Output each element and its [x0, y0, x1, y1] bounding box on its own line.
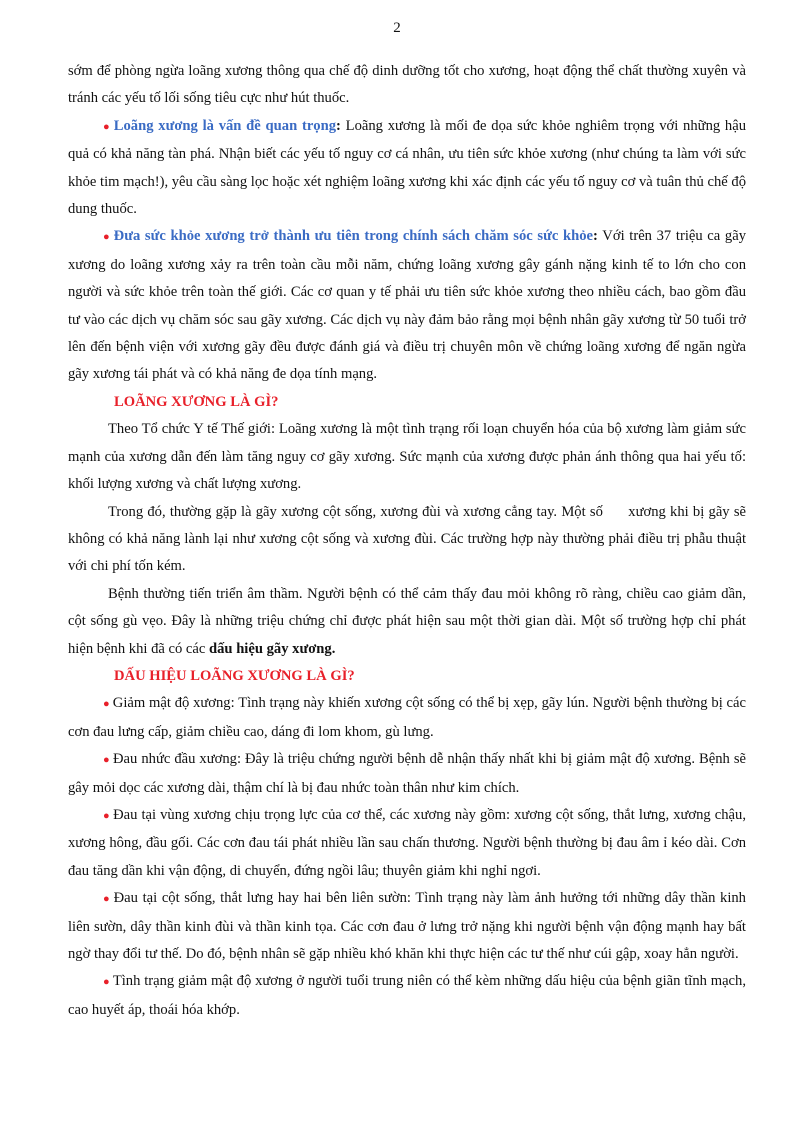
point-policy-text: Với trên 37 triệu ca gãy xương do loãng xương xảy ra trên toàn cầu mỗi năm, chứng loãng xương gây gánh nặng kinh tế to lớn cho con người và sức khỏe trên toàn thế giới. Các cơ quan y tế phải ưu tiên sức khỏe xương theo nhiều cách, bao gồm đầu tư vào các dịch vụ chăm sóc sau gãy xương. Các dịch vụ này đảm bảo rằng mọi bệnh nhân gãy xương từ 50 tuổi trở lên đến bệnh viện với xương gãy đều được đánh giá và điều trị chuyên môn về chứng loãng xương để ngăn ngừa gãy xương tái phát và có khả năng đe dọa tính mạng.: [68, 228, 746, 383]
point-policy-title: Đưa sức khỏe xương trở thành ưu tiên trong chính sách chăm sóc sức khỏe: [113, 228, 594, 245]
intro-paragraph: sớm để phòng ngừa loãng xương thông qua chế độ dinh dưỡng tốt cho xương, hoạt động thể chất thường xuyên và tránh các yếu tố lối sống tiêu cực như hút thuốc.: [68, 63, 746, 107]
definition-paragraph: Theo Tổ chức Y tế Thế giới: Loãng xương là một tình trạng rối loạn chuyển hóa của bộ xương làm giảm sức mạnh của xương dẫn đến làm tăng nguy cơ gãy xương. Sức mạnh của xương được phản ánh thông qua hai yếu tố: khối lượng xương và chất lượng xương.: [68, 421, 746, 493]
sign-item: [68, 885, 746, 968]
sign-item: [68, 968, 746, 1024]
fracture-signs-emphasis: dấu hiệu gãy xương.: [209, 640, 336, 657]
bullet-icon: ●: [103, 809, 111, 822]
sign-text: Giảm mật độ xương: Tình trạng này khiến xương cột sống có thể bị xẹp, gãy lún. Người bệnh thường bị các cơn đau lưng cấp, giảm chiều cao, dáng đi lom khom, gù lưng.: [68, 695, 746, 740]
page-number: 2: [393, 20, 401, 36]
bullet-icon: ●: [103, 698, 110, 711]
bullet-icon: ●: [103, 120, 111, 133]
sign-text: Đau tại vùng xương chịu trọng lực của cơ thể, các xương này gồm: xương cột sống, thắt lưng, xương chậu, xương hông, đầu gối. Các cơn đau tái phát nhiều lần sau chấn thương. Người bệnh thường bị đau âm ỉ kéo dài. Cơn đau tăng dần khi vận động, di chuyển, đứng ngồi lâu; thuyên giảm khi nghỉ ngơi.: [68, 806, 746, 879]
point-important-title: Loãng xương là vấn đề quan trọng: [113, 117, 337, 134]
fracture-types-paragraph: Trong đó, thường gặp là gãy xương cột sống, xương đùi và xương cẳng tay. Một số xương khi bị gãy sẽ không có khả năng lành lại như xương cột sống và xương đùi. Các trường hợp này thường phải điều trị phẫu thuật với chi phí tốn kém.: [68, 503, 750, 575]
heading-what-is-osteoporosis: LOÃNG XƯƠNG LÀ GÌ?: [114, 393, 279, 410]
sign-item: [68, 746, 746, 802]
bullet-icon: ●: [103, 893, 111, 906]
bullet-icon: ●: [103, 754, 111, 767]
progression-paragraph: [68, 581, 746, 663]
bullet-icon: ●: [103, 231, 111, 244]
sign-item: [68, 802, 746, 885]
point-important-colon: :: [336, 117, 341, 134]
heading-signs: DẤU HIỆU LOÃNG XƯƠNG LÀ GÌ?: [114, 667, 355, 684]
point-policy-colon: :: [593, 228, 598, 245]
sign-text: Đau nhức đầu xương: Đây là triệu chứng người bệnh dễ nhận thấy nhất khi bị giảm mật độ xương. Bệnh sẽ gây mỏi dọc các xương dài, thậm chí là bị đau nhức toàn thân như kim chích.: [68, 751, 746, 796]
bullet-icon: ●: [103, 976, 110, 989]
point-important-text: Loãng xương là mối đe dọa sức khỏe nghiêm trọng với những hậu quả có khả năng tàn phá. Nhận biết các yếu tố nguy cơ cá nhân, ưu tiên sức khỏe xương (như chúng ta làm với sức khỏe tim mạch!), yêu cầu sàng lọc hoặc xét nghiệm loãng xương khi xác định các yếu tố nguy cơ và tuân thủ chế độ dung thuốc.: [68, 117, 746, 218]
page-content: [68, 58, 750, 1024]
progression-text: Bệnh thường tiến triển âm thầm. Người bệnh có thể cảm thấy đau mỏi không rõ ràng, chiều cao giảm dần, cột sống gù vẹo. Đây là những triệu chứng chỉ được phát hiện sau một thời gian dài. Một số trường hợp chỉ phát hiện bệnh khi đã có các: [68, 585, 746, 657]
point-important: [68, 113, 746, 224]
sign-text: Đau tại cột sống, thắt lưng hay hai bên liên sườn: Tình trạng này làm ảnh hưởng tới những dây thần kinh liên sườn, dây thần kinh đùi và thần kinh tọa. Các cơn đau ở lưng trở nặng khi người bệnh vận động mạnh hay bất ngờ thay đổi tư thế. Do đó, bệnh nhân sẽ gặp nhiều khó khăn khi thực hiện các tư thế như cúi gập, xoay hẳn người.: [68, 890, 746, 962]
sign-item: [68, 690, 746, 746]
point-policy: [68, 223, 746, 388]
sign-text: Tình trạng giảm mật độ xương ở người tuổi trung niên có thể kèm những dấu hiệu của bệnh giãn tĩnh mạch, cao huyết áp, thoái hóa khớp.: [68, 973, 746, 1018]
